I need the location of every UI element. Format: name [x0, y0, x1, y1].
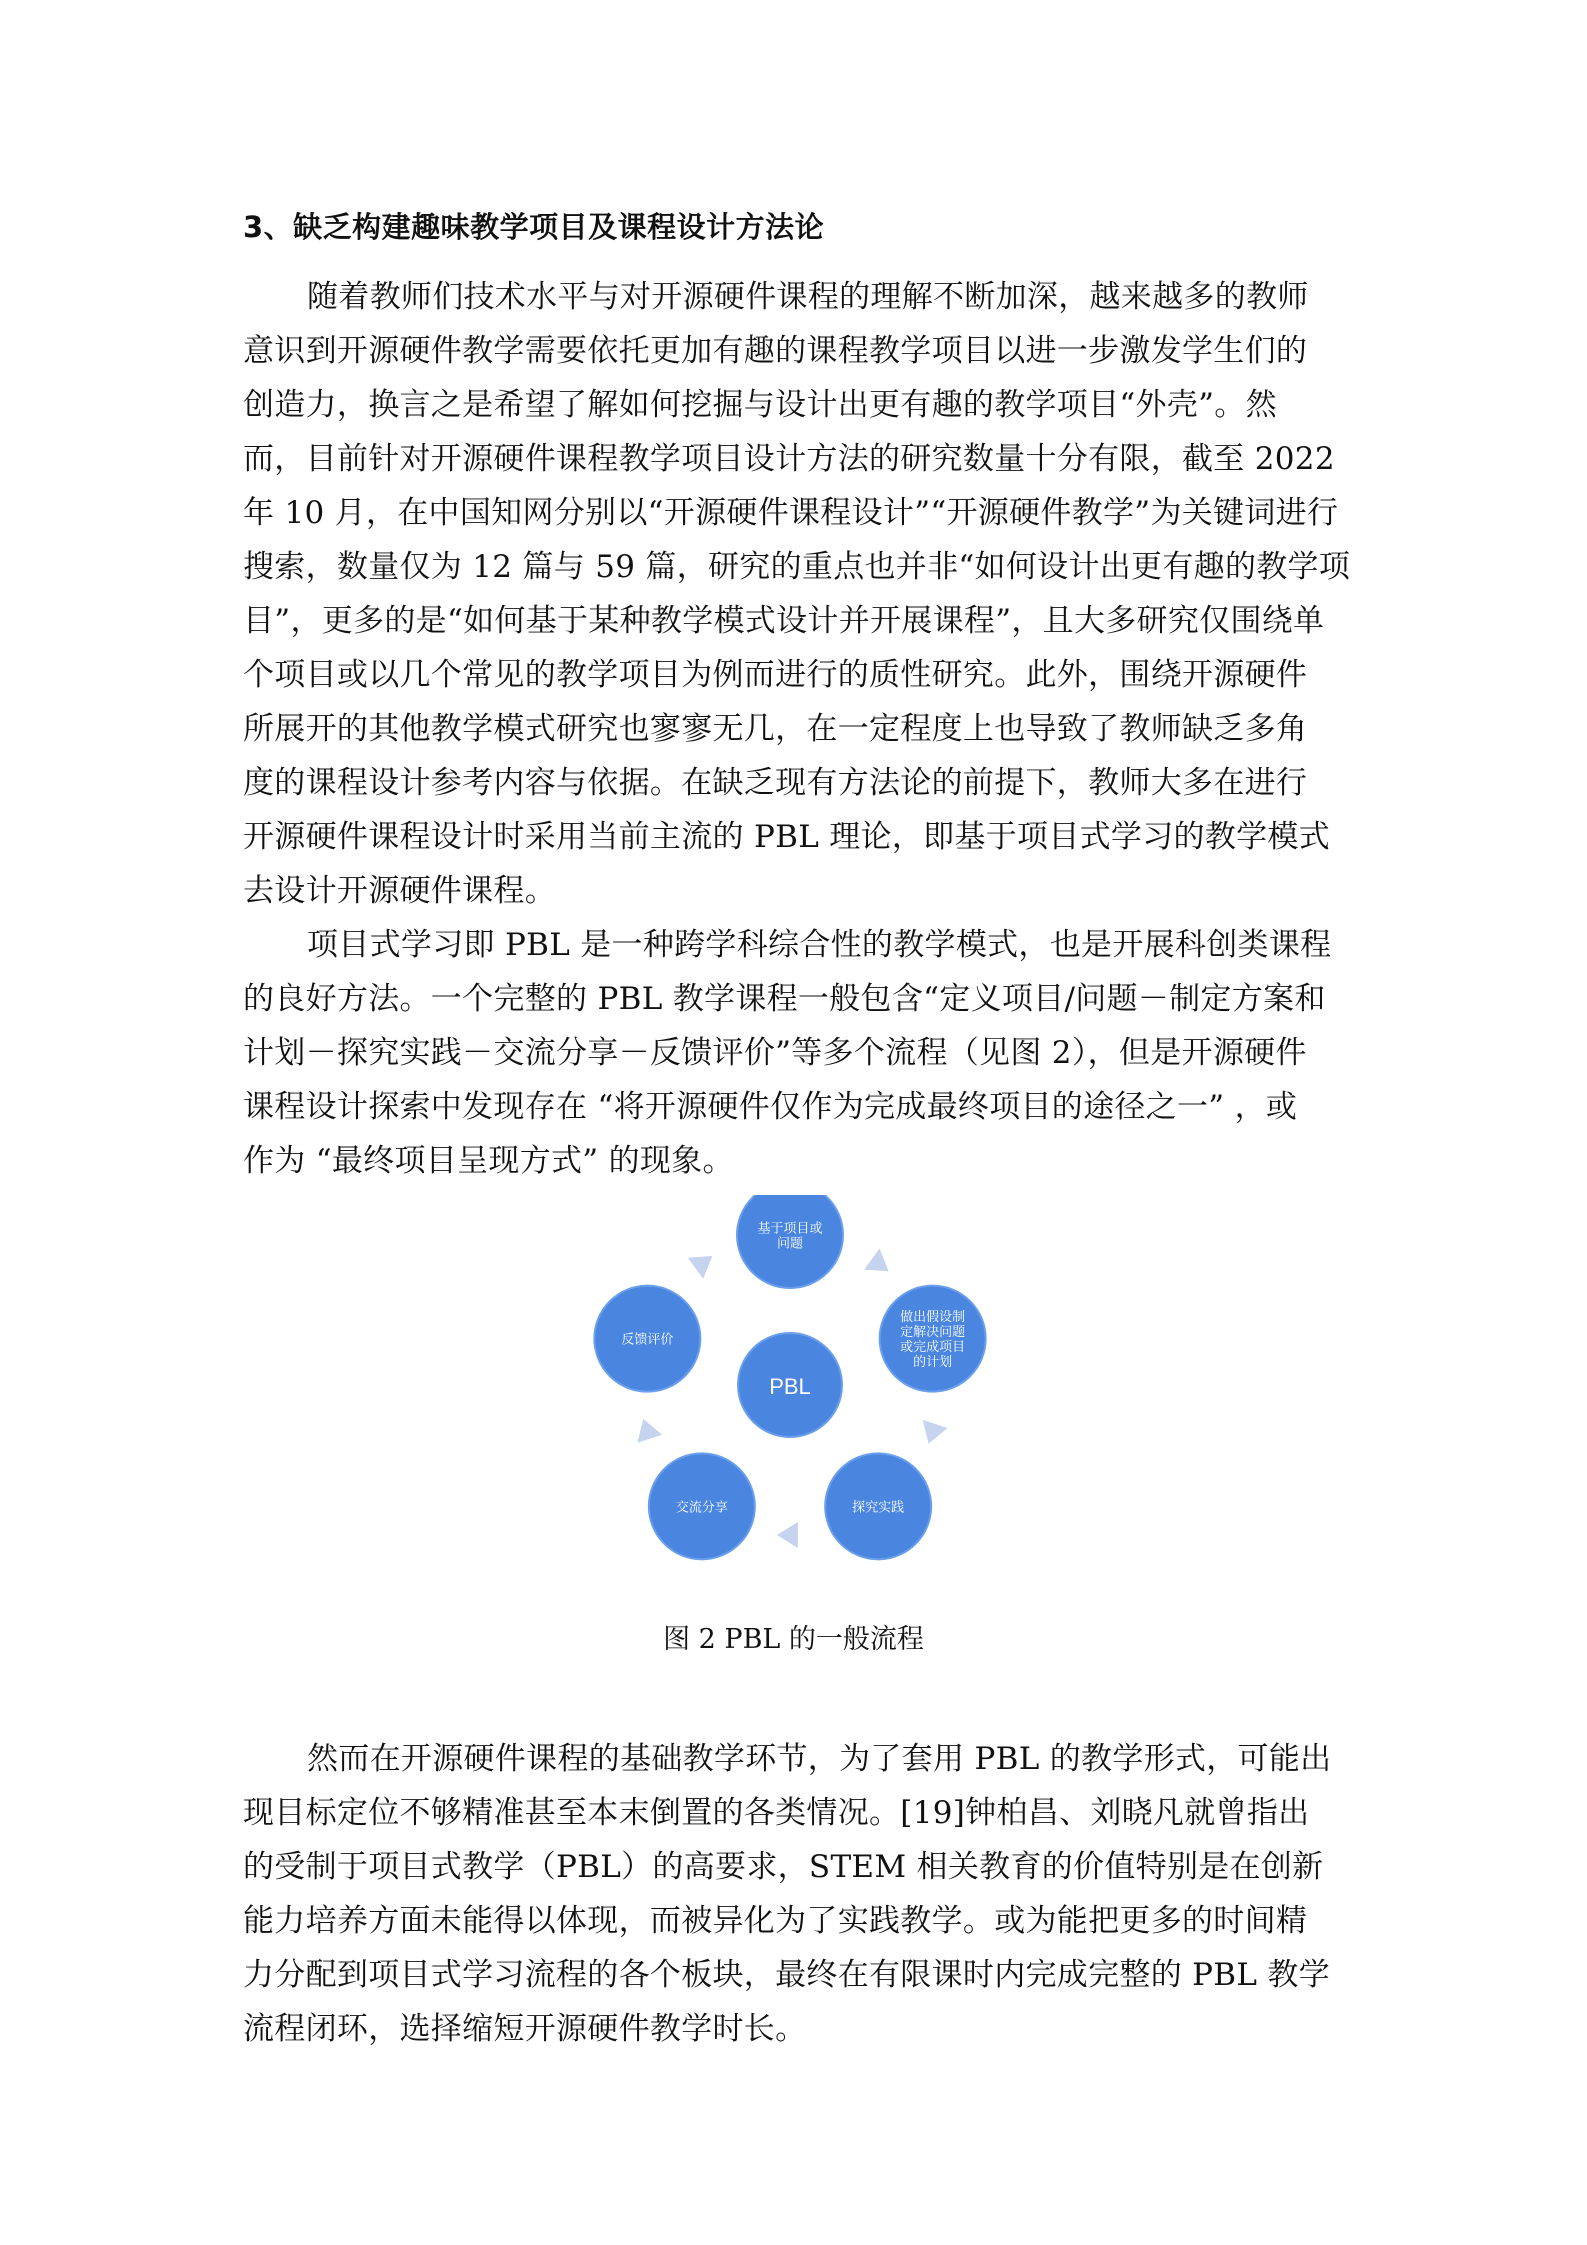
cycle-node-label: 探究实践 — [852, 1500, 905, 1516]
center-label: PBL — [769, 1374, 811, 1399]
paragraph-line: 现目标定位不够精准甚至本末倒置的各类情况。[19]钟柏昌、刘晓凡就曾指出 — [243, 1795, 1310, 1831]
paragraph-line: 所展开的其他教学模式研究也寥寥无几，在一定程度上也导致了教师缺乏多角 — [243, 711, 1308, 747]
paragraph-line: 的良好方法。一个完整的 PBL 教学课程一般包含“定义项目/问题－制定方案和 — [243, 981, 1326, 1017]
cycle-arrow — [688, 1256, 712, 1279]
paragraph-line: 作为 “最终项目呈现方式” 的现象。 — [243, 1143, 734, 1179]
cycle-node — [825, 1453, 931, 1559]
cycle-node — [737, 1195, 843, 1288]
cycle-node-label: 基于项目或 — [757, 1221, 823, 1237]
cycle-arrow — [864, 1249, 888, 1272]
paragraph-line: 去设计开源硬件课程。 — [243, 873, 556, 909]
paragraph-line: 开源硬件课程设计时采用当前主流的 PBL 理论，即基于项目式学习的教学模式 — [243, 819, 1331, 855]
paragraph-line: 的受制于项目式教学（PBL）的高要求，STEM 相关教育的价值特别是在创新 — [243, 1849, 1324, 1885]
paragraph-line: 能力培养方面未能得以体现，而被异化为了实践教学。或为能把更多的时间精 — [243, 1903, 1308, 1939]
cycle-node-label: 问题 — [776, 1236, 804, 1252]
cycle-node — [880, 1286, 986, 1392]
cycle-node-label: 反馈评价 — [621, 1332, 674, 1348]
paragraph-line: 目”，更多的是“如何基于某种教学模式设计并开展课程”，且大多研究仅围绕单 — [243, 603, 1325, 639]
cycle-node-label: 或完成项目 — [900, 1340, 966, 1356]
paragraph-line: 然而在开源硬件课程的基础教学环节，为了套用 PBL 的教学形式，可能出 — [307, 1741, 1332, 1777]
paragraph-line: 项目式学习即 PBL 是一种跨学科综合性的教学模式，也是开展科创类课程 — [307, 927, 1332, 963]
cycle-node — [594, 1286, 700, 1392]
cycle-arrow — [923, 1420, 948, 1444]
paragraph-line: 力分配到项目式学习流程的各个板块，最终在有限课时内完成完整的 PBL 教学 — [243, 1957, 1331, 1993]
cycle-arrow — [777, 1522, 798, 1548]
figure-caption: 图 2 PBL 的一般流程 — [663, 1624, 924, 1655]
pbl-cycle-diagram — [590, 1195, 1010, 1575]
cycle-node-label: 定解决问题 — [900, 1325, 966, 1341]
cycle-node-label: 交流分享 — [675, 1500, 728, 1516]
paragraph-line: 意识到开源硬件教学需要依托更加有趣的课程教学项目以进一步激发学生们的 — [243, 333, 1308, 369]
section-heading: 3、缺乏构建趣味教学项目及课程设计方法论 — [243, 210, 825, 244]
paragraph-line: 而，目前针对开源硬件课程教学项目设计方法的研究数量十分有限，截至 2022 — [243, 441, 1335, 477]
paragraph-line: 随着教师们技术水平与对开源硬件课程的理解不断加深，越来越多的教师 — [307, 279, 1309, 315]
paragraph-line: 年 10 月，在中国知网分别以“开源硬件课程设计”“开源硬件教学”为关键词进行 — [243, 495, 1339, 531]
paragraph-line: 流程闭环，选择缩短开源硬件教学时长。 — [243, 2011, 807, 2047]
paragraph-line: 度的课程设计参考内容与依据。在缺乏现有方法论的前提下，教师大多在进行 — [243, 765, 1308, 801]
cycle-node-label: 的计划 — [913, 1355, 953, 1371]
paragraph-line: 个项目或以几个常见的教学项目为例而进行的质性研究。此外，围绕开源硬件 — [243, 657, 1308, 693]
paragraph-line: 搜索，数量仅为 12 篇与 59 篇，研究的重点也并非“如何设计出更有趣的教学项 — [243, 549, 1351, 585]
paragraph-line: 计划－探究实践－交流分享－反馈评价”等多个流程（见图 2），但是开源硬件 — [243, 1035, 1307, 1071]
cycle-node — [649, 1453, 755, 1559]
cycle-node-label: 做出假设制 — [900, 1310, 966, 1326]
cycle-arrow — [637, 1419, 662, 1443]
center-node — [738, 1333, 842, 1437]
paragraph-line: 课程设计探索中发现存在 “将开源硬件仅作为完成最终项目的途径之一” ，或 — [243, 1089, 1298, 1125]
paragraph-line: 创造力，换言之是希望了解如何挖掘与设计出更有趣的教学项目“外壳”。然 — [243, 387, 1277, 423]
